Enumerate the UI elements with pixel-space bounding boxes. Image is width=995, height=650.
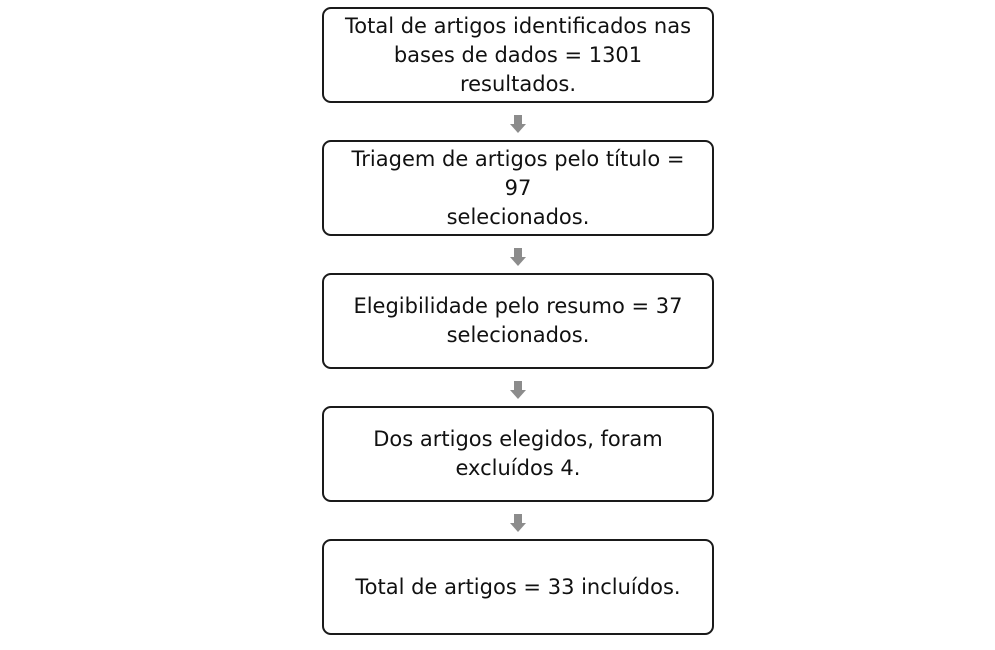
down-arrow-icon <box>510 115 526 133</box>
step-identified-text: Total de artigos identificados nas bases de dados = 1301 resultados. <box>344 13 692 96</box>
step-abstract-eligibility-text: Elegibilidade pelo resumo = 37 selecionados. <box>353 294 683 347</box>
step-title-screening-text: Triagem de artigos pelo título = 97 selecionados. <box>351 146 685 229</box>
step-title-screening-box <box>322 140 714 236</box>
step-included-box <box>322 539 714 635</box>
down-arrow-icon <box>510 514 526 532</box>
step-excluded-box <box>322 406 714 502</box>
down-arrow-icon <box>510 381 526 399</box>
step-identified-box <box>322 7 714 103</box>
step-included-text: Total de artigos = 33 incluídos. <box>355 574 681 599</box>
step-excluded-text: Dos artigos elegidos, foram excluídos 4. <box>373 427 663 480</box>
down-arrow-icon <box>510 248 526 266</box>
step-abstract-eligibility-box <box>322 273 714 369</box>
